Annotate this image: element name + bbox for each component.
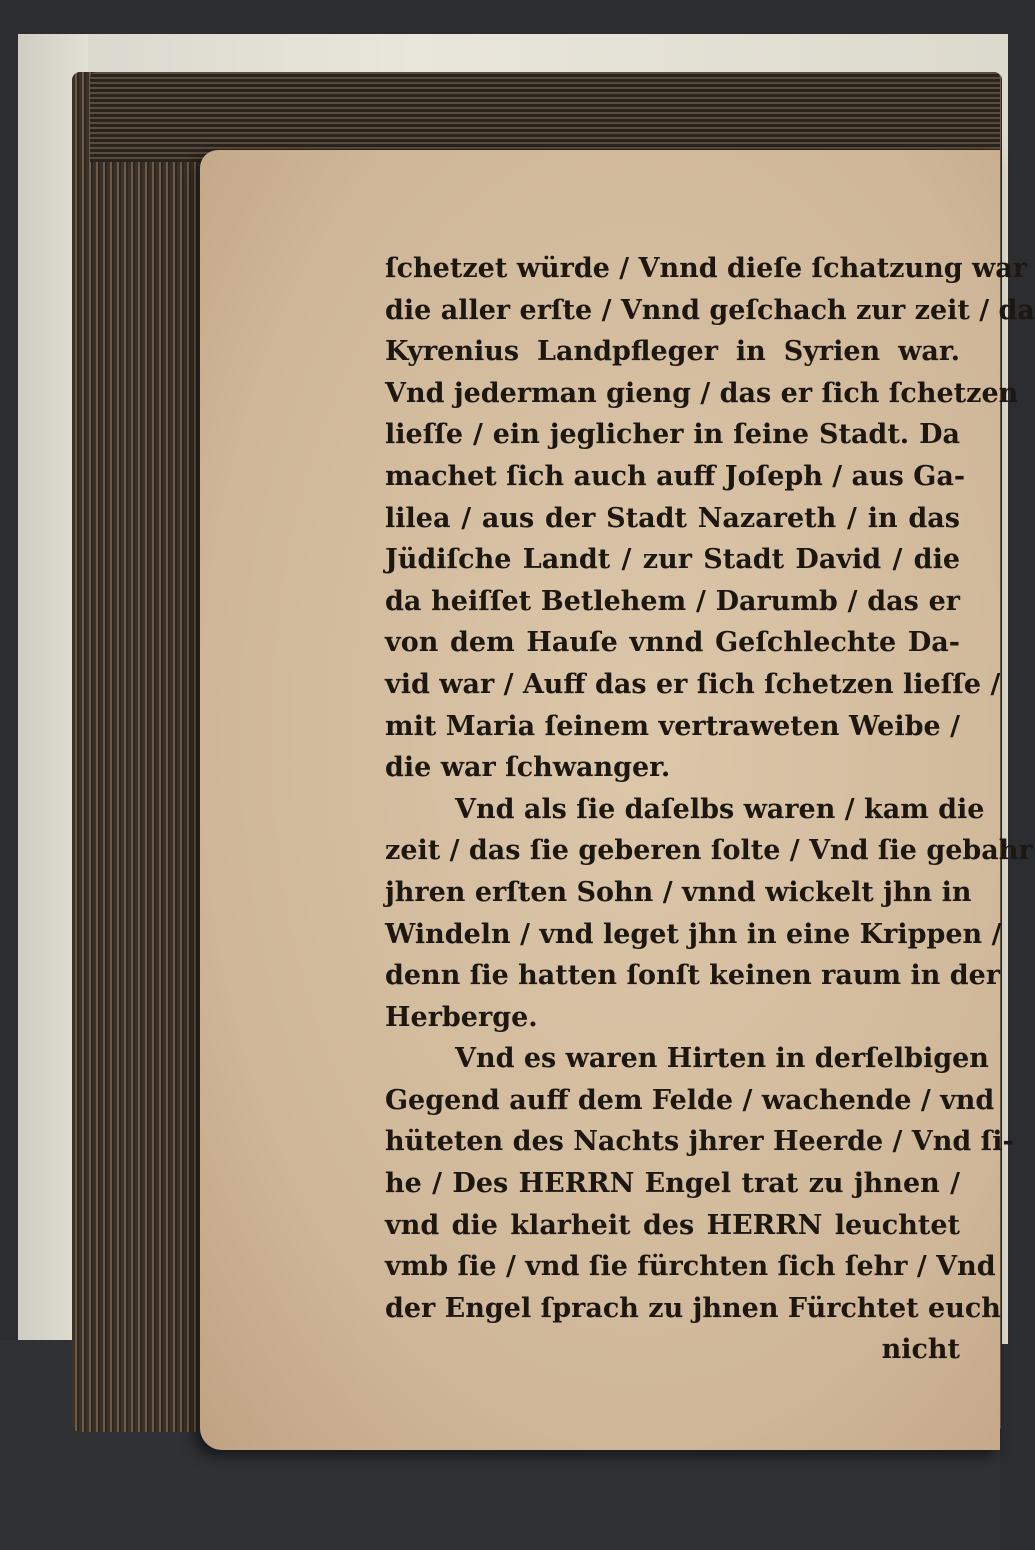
text-line: machet ſich auch auff Joſeph / aus Ga- — [385, 460, 966, 492]
text-line: Vnd als ſie daſelbs waren / kam die — [455, 793, 985, 825]
text-line: der Engel ſprach zu jhnen Fürchtet euch — [385, 1292, 1001, 1324]
text-line: vid war / Auff das er ſich ſchetzen lieſſe / — [385, 668, 1001, 700]
text-line: he / Des HERRN Engel trat zu jhnen / — [385, 1168, 960, 1200]
text-line: hüteten des Nachts jhrer Heerde / Vnd ſi- — [385, 1126, 1014, 1158]
text-line: Herberge. — [385, 1001, 538, 1033]
text-line: ſchetzet würde / Vnnd dieſe ſchatzung war — [385, 253, 1028, 284]
text-line: lilea / aus der Stadt Nazareth / in das — [385, 502, 960, 534]
text-line: von dem Hauſe vnnd Geſchlechte Da- — [385, 627, 960, 659]
book-top-edges — [90, 72, 1000, 162]
text-line: Gegend auff dem Felde / wachende / vnd — [385, 1084, 995, 1116]
text-line: lieſſe / ein jeglicher in ſeine Stadt. Da — [385, 419, 960, 451]
text-line: Jüdiſche Landt / zur Stadt David / die — [385, 544, 960, 576]
catchword: nicht — [881, 1334, 960, 1366]
text-line: Vnd es waren Hirten in derſelbigen — [455, 1043, 989, 1075]
text-line: Windeln / vnd leget jhn in eine Krippen / — [385, 918, 1002, 950]
text-line: vnd die klarheit des HERRN leuchtet — [385, 1209, 960, 1241]
text-line: mit Maria ſeinem vertraweten Weibe / — [385, 710, 960, 742]
text-line: die war ſchwanger. — [385, 752, 671, 784]
text-line: vmb ſie / vnd ſie fürchten ſich ſehr / Vnd — [385, 1251, 996, 1283]
text-line: jhren erſten Sohn / vnnd wickelt jhn in — [385, 876, 972, 908]
text-line: zeit / das ſie geberen ſolte / Vnd ſie gebahr — [385, 835, 1033, 867]
text-line: denn ſie hatten ſonſt keinen raum in der — [385, 960, 1001, 992]
text-line: da heiſſet Betlehem / Darumb / das er — [385, 585, 960, 617]
page-text — [385, 248, 1035, 1371]
text-line: Kyrenius Landpfleger in Syrien war. — [385, 336, 960, 368]
text-line: Vnd jederman gieng / das er ſich ſchetzen — [385, 377, 1019, 409]
text-line: die aller erſte / Vnnd geſchach zur zeit / da — [385, 294, 1035, 326]
